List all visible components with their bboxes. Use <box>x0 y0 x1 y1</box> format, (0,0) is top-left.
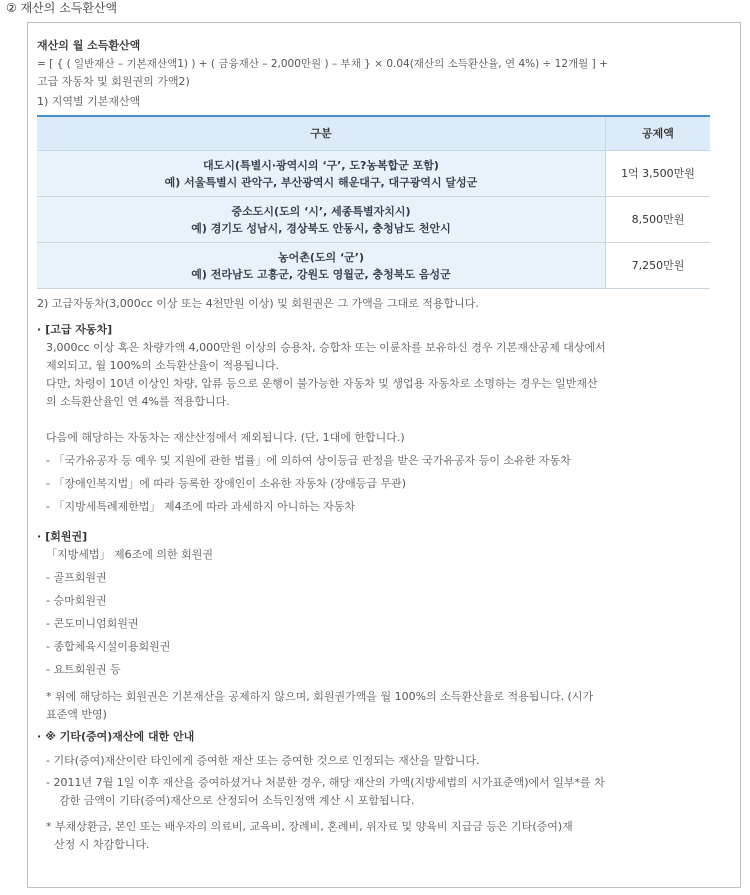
gift-item: - 기타(증여)재산이란 타인에게 증여한 재산 또는 증여한 것으로 인정되는 재산을 말합니다. <box>46 754 480 767</box>
formula-line-1: = [ { ( 일반재산 – 기본재산액1) ) + ( 금융재산 – 2,000만원 ) – 부채 } × 0.04(재산의 소득환산율, 연 4%) ÷ 12개월 ] + <box>37 58 608 70</box>
gift-item: 감한 금액이 기타(증여)재산으로 산정되어 소득인정액 계산 시 포함됩니다. <box>59 794 415 807</box>
bullet-dot: · <box>37 730 42 743</box>
luxury-car-text: 다만, 차령이 10년 이상인 차량, 압류 등으로 운행이 불가능한 자동차 및 생업용 자동차로 소명하는 경우는 일반재산 <box>46 377 598 390</box>
region-amount: 1억 3,500만원 <box>606 151 711 197</box>
membership-item: - 골프회원권 <box>46 571 107 584</box>
exclusion-intro: 다음에 해당하는 자동차는 재산산정에서 제외됩니다. (단, 1대에 한합니다.) <box>46 431 405 444</box>
membership-item: - 요트회원권 등 <box>46 663 121 676</box>
table-row <box>37 243 710 289</box>
region-name: 대도시(특별시·광역시의 ‘구’, 도?농복합군 포함) <box>203 158 439 172</box>
formula-line-2: 고급 자동차 및 회원권의 가액2) <box>37 75 190 88</box>
table-row <box>37 197 710 243</box>
gift-title: ※ 기타(증여)재산에 대한 안내 <box>45 730 195 743</box>
gift-heading <box>37 728 733 746</box>
membership-item: - 종합체육시설이용회원권 <box>46 640 171 653</box>
luxury-car-text: 의 소득환산율인 연 4%를 적용합니다. <box>46 395 230 408</box>
gift-note: * 부채상환금, 본인 또는 배우자의 의료비, 교육비, 장례비, 혼례비, 위자료 및 양육비 지급금 등은 기타(증여)재 <box>46 820 573 833</box>
table-row <box>37 151 710 197</box>
region-name: 농어촌(도의 ‘군’) <box>278 250 364 264</box>
luxury-car-text: 3,000cc 이상 혹은 차량가액 4,000만원 이상의 승용차, 승합차 또는 이륜차를 보유하신 경우 기본재산공제 대상에서 <box>46 341 606 354</box>
region-amount: 7,250만원 <box>606 243 711 289</box>
bullet-dot: · <box>37 323 42 336</box>
exclusion-item: - 「국가유공자 등 예우 및 지원에 관한 법률」에 의하여 상이등급 판정을 받은 국가유공자 등이 소유한 자동차 <box>46 454 571 467</box>
region-cell <box>37 197 606 243</box>
region-example: 예) 경기도 성남시, 경상북도 안동시, 충청남도 천안시 <box>191 221 451 235</box>
bullet-dot: · <box>37 530 42 543</box>
formula-title: 재산의 월 소득환산액 <box>37 39 141 52</box>
note-2: 2) 고급자동차(3,000cc 이상 또는 4천만원 이상) 및 회원권은 그 가액을 그대로 적용합니다. <box>37 297 479 310</box>
membership-heading <box>37 528 733 546</box>
regional-deduction-table <box>37 115 710 289</box>
exclusion-item: - 「장애인복지법」에 따라 등록한 장애인이 소유한 자동차 (장애등급 무관) <box>46 477 407 490</box>
membership-item: - 승마회원권 <box>46 594 107 607</box>
gift-item: - 2011년 7월 1일 이후 재산을 증여하셨거나 처분한 경우, 해당 재산의 가액(지방세법의 시가표준액)에서 일부*를 차 <box>46 776 605 789</box>
membership-note: 표준액 반영) <box>46 708 107 721</box>
region-amount: 8,500만원 <box>606 197 711 243</box>
luxury-car-text: 제외되고, 월 100%의 소득환산율이 적용됩니다. <box>46 359 280 372</box>
region-example: 예) 서울특별시 관악구, 부산광역시 해운대구, 대구광역시 달성군 <box>164 175 478 189</box>
region-cell <box>37 151 606 197</box>
region-example: 예) 전라남도 고흥군, 강원도 영월군, 충청북도 음성군 <box>191 267 451 281</box>
content-box <box>27 22 741 888</box>
content-inner <box>37 37 733 854</box>
gift-note: 산정 시 차감합니다. <box>54 838 150 851</box>
membership-intro: 「지방세법」 제6조에 의한 회원권 <box>46 548 213 561</box>
column-header-category: 구분 <box>37 116 606 151</box>
column-header-amount: 공제액 <box>606 116 711 151</box>
table-header-row <box>37 116 710 151</box>
exclusion-item: - 「지방세특례제한법」 제4조에 따라 과세하지 아니하는 자동차 <box>46 500 355 513</box>
membership-title: [회원권] <box>45 530 88 543</box>
regional-heading: 1) 지역별 기본재산액 <box>37 95 141 108</box>
section-title: ② 재산의 소득환산액 <box>6 1 118 15</box>
region-cell <box>37 243 606 289</box>
luxury-car-heading <box>37 321 733 339</box>
luxury-car-title: [고급 자동차] <box>45 323 113 336</box>
membership-note: * 위에 해당하는 회원권은 기본재산을 공제하지 않으며, 회원권가액을 월 100%의 소득환산율로 적용됩니다. (시가 <box>46 690 594 703</box>
membership-item: - 콘도미니엄회원권 <box>46 617 139 630</box>
region-name: 중소도시(도의 ‘시’, 세종특별자치시) <box>231 204 411 218</box>
